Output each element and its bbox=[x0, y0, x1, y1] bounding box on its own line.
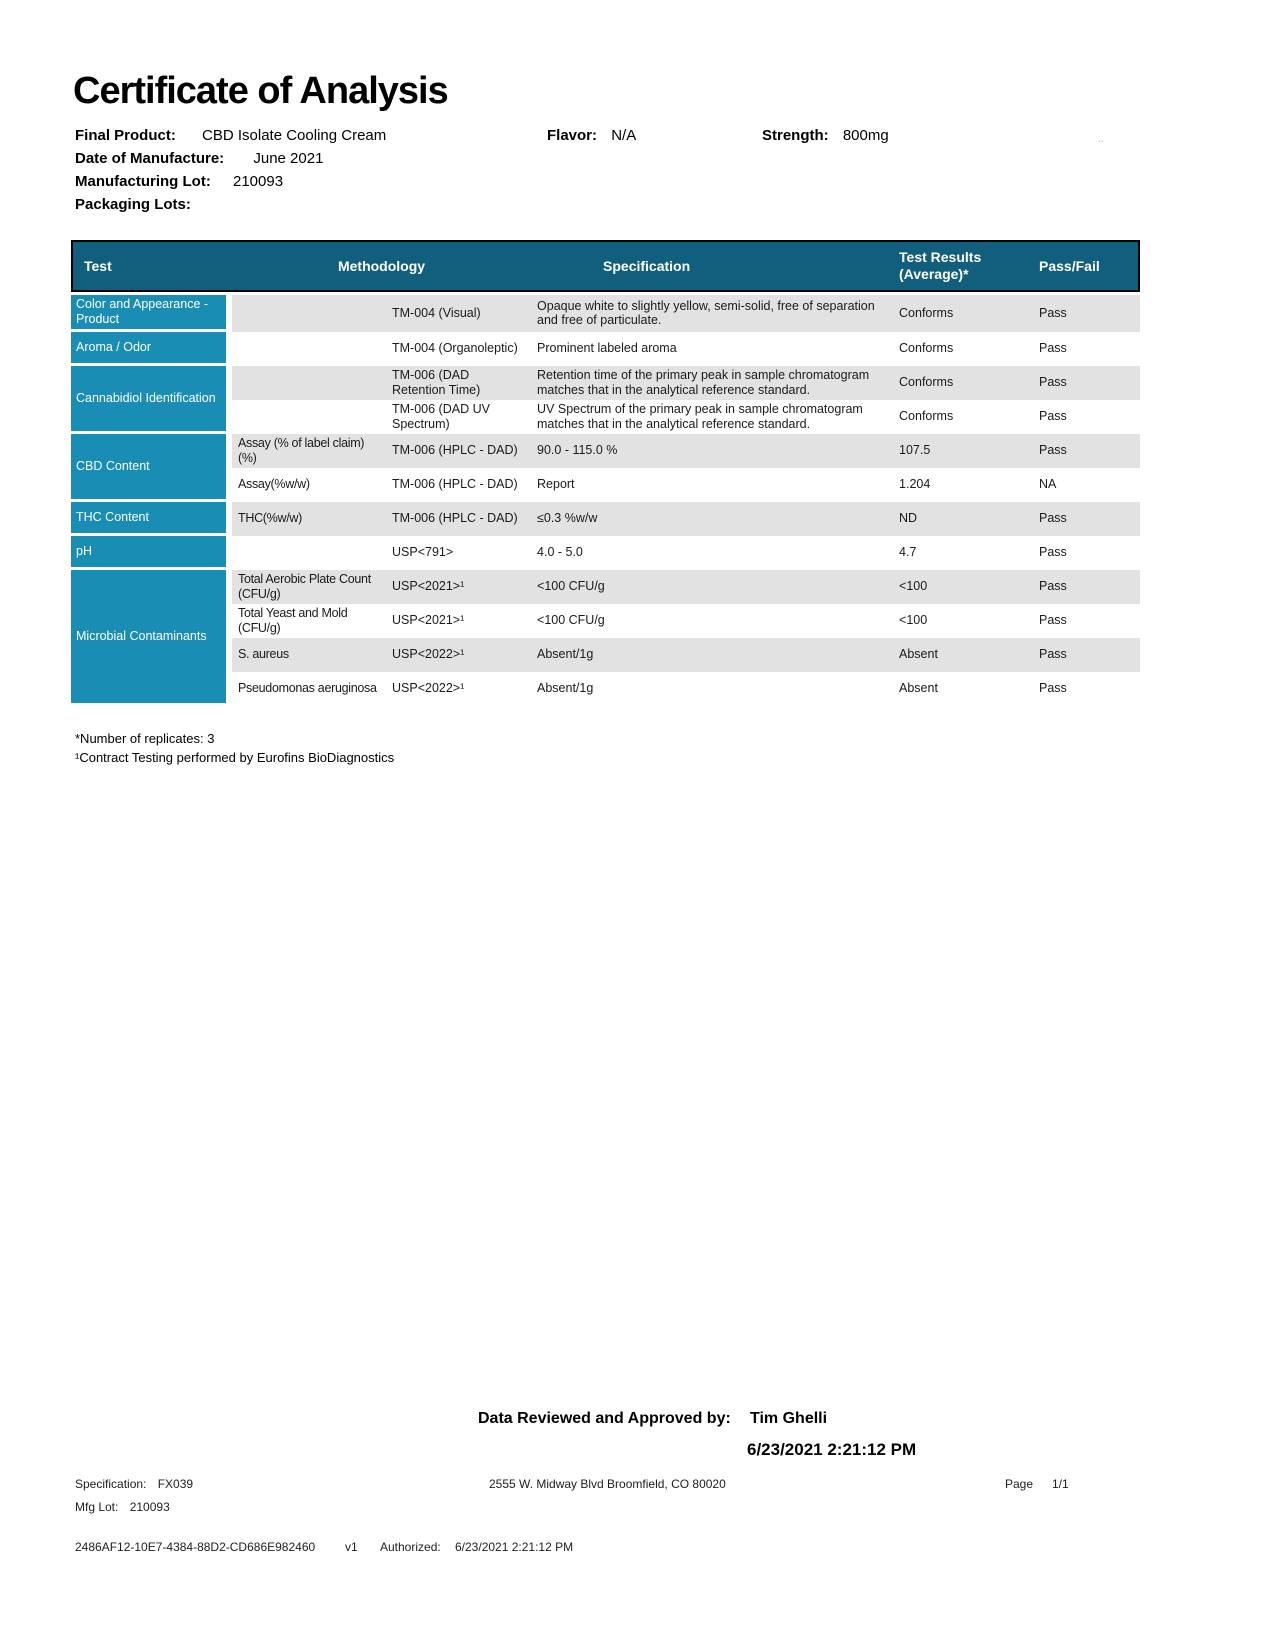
results-table-body bbox=[71, 292, 1140, 706]
specification-cell: UV Spectrum of the primary peak in sample chromatogram matches that in the analytical reference standard. bbox=[531, 400, 891, 434]
specification-cell: Absent/1g bbox=[531, 638, 891, 672]
footnote-contract-testing: ¹Contract Testing performed by Eurofins BioDiagnostics bbox=[75, 750, 395, 765]
methodology-cell: TM-006 (DAD Retention Time) bbox=[386, 366, 531, 400]
methodology-cell: TM-006 (HPLC - DAD) bbox=[386, 468, 531, 502]
test-group-label: Color and Appearance - Product bbox=[71, 292, 232, 332]
subtest-cell: Assay (% of label claim)(%) bbox=[232, 434, 386, 468]
date-of-manufacture-label: Date of Manufacture: bbox=[75, 150, 225, 167]
table-row bbox=[71, 468, 1140, 502]
specification-cell: 90.0 - 115.0 % bbox=[531, 434, 891, 468]
results-table-header bbox=[71, 240, 1140, 292]
passfail-cell: Pass bbox=[1031, 536, 1140, 570]
result-cell: <100 bbox=[891, 604, 1031, 638]
packaging-lots-line bbox=[75, 196, 201, 213]
specification-cell: Absent/1g bbox=[531, 672, 891, 706]
result-cell: 4.7 bbox=[891, 536, 1031, 570]
footer-version: v1 bbox=[345, 1540, 358, 1554]
approver-name: Tim Ghelli bbox=[750, 1410, 828, 1427]
result-cell: ND bbox=[891, 502, 1031, 536]
packaging-lots-label: Packaging Lots: bbox=[75, 196, 191, 213]
specification-cell: Opaque white to slightly yellow, semi-solid, free of separation and free of particulate. bbox=[531, 292, 891, 332]
result-cell: Conforms bbox=[891, 292, 1031, 332]
flavor-value: N/A bbox=[611, 127, 637, 144]
methodology-cell: TM-004 (Organoleptic) bbox=[386, 332, 531, 366]
specification-cell: Retention time of the primary peak in sample chromatogram matches that in the analytical reference standard. bbox=[531, 366, 891, 400]
methodology-cell: USP<2022>¹ bbox=[386, 638, 531, 672]
subtest-cell: S. aureus bbox=[232, 638, 386, 672]
table-row bbox=[71, 570, 1140, 604]
footer-page-number: 1/1 bbox=[1052, 1477, 1069, 1491]
subtest-cell: THC(%w/w) bbox=[232, 502, 386, 536]
passfail-cell: Pass bbox=[1031, 332, 1140, 366]
table-row bbox=[71, 672, 1140, 706]
passfail-cell: Pass bbox=[1031, 604, 1140, 638]
subtest-cell: Assay(%w/w) bbox=[232, 468, 386, 502]
date-of-manufacture-value: June 2021 bbox=[253, 150, 324, 167]
test-group-label: Aroma / Odor bbox=[71, 332, 232, 366]
passfail-cell: Pass bbox=[1031, 292, 1140, 332]
specification-cell: Report bbox=[531, 468, 891, 502]
specification-cell: <100 CFU/g bbox=[531, 604, 891, 638]
passfail-cell: Pass bbox=[1031, 570, 1140, 604]
manufacturing-lot-value: 210093 bbox=[233, 173, 284, 190]
footer-address: 2555 W. Midway Blvd Broomfield, CO 80020 bbox=[489, 1477, 726, 1491]
final-product-value: CBD Isolate Cooling Cream bbox=[202, 127, 387, 144]
methodology-cell: USP<791> bbox=[386, 536, 531, 570]
subtest-cell bbox=[232, 366, 386, 400]
footer-authorized-label: Authorized: bbox=[380, 1540, 441, 1554]
passfail-cell: NA bbox=[1031, 468, 1140, 502]
subtest-cell bbox=[232, 332, 386, 366]
flavor-line bbox=[547, 127, 636, 144]
result-cell: Absent bbox=[891, 638, 1031, 672]
manufacturing-lot-label: Manufacturing Lot: bbox=[75, 173, 211, 190]
result-cell: Absent bbox=[891, 672, 1031, 706]
test-group-label: THC Content bbox=[71, 502, 232, 536]
methodology-cell: USP<2021>¹ bbox=[386, 604, 531, 638]
test-group-label: Cannabidiol Identification bbox=[71, 366, 232, 434]
methodology-cell: TM-006 (DAD UV Spectrum) bbox=[386, 400, 531, 434]
passfail-cell: Pass bbox=[1031, 400, 1140, 434]
table-row bbox=[71, 400, 1140, 434]
col-header-test: Test bbox=[71, 240, 232, 292]
test-group-label: pH bbox=[71, 536, 232, 570]
methodology-cell: TM-006 (HPLC - DAD) bbox=[386, 502, 531, 536]
result-cell: Conforms bbox=[891, 400, 1031, 434]
footer-specification bbox=[75, 1477, 193, 1491]
final-product-label: Final Product: bbox=[75, 127, 176, 144]
footer-doc-id: 2486AF12-10E7-4384-88D2-CD686E982460 bbox=[75, 1540, 316, 1554]
table-row bbox=[71, 434, 1140, 468]
footer-mfg-lot-value: 210093 bbox=[129, 1500, 170, 1514]
result-cell: <100 bbox=[891, 570, 1031, 604]
results-table bbox=[71, 240, 1140, 706]
subtest-cell: Total Yeast and Mold (CFU/g) bbox=[232, 604, 386, 638]
methodology-cell: USP<2022>¹ bbox=[386, 672, 531, 706]
footnote-replicates: *Number of replicates: 3 bbox=[75, 731, 215, 746]
methodology-cell: TM-006 (HPLC - DAD) bbox=[386, 434, 531, 468]
methodology-cell: TM-004 (Visual) bbox=[386, 292, 531, 332]
passfail-cell: Pass bbox=[1031, 638, 1140, 672]
footer-page-label: Page bbox=[1005, 1477, 1034, 1491]
passfail-cell: Pass bbox=[1031, 502, 1140, 536]
methodology-cell: USP<2021>¹ bbox=[386, 570, 531, 604]
specification-cell: Prominent labeled aroma bbox=[531, 332, 891, 366]
subtest-cell bbox=[232, 292, 386, 332]
table-row bbox=[71, 366, 1140, 400]
test-group-label: CBD Content bbox=[71, 434, 232, 502]
date-of-manufacture-line bbox=[75, 150, 323, 167]
strength-line bbox=[762, 127, 889, 144]
manufacturing-lot-line bbox=[75, 173, 283, 190]
subtest-cell bbox=[232, 536, 386, 570]
col-header-pass-fail: Pass/Fail bbox=[1031, 240, 1140, 292]
specification-cell: ≤0.3 %w/w bbox=[531, 502, 891, 536]
strength-label: Strength: bbox=[762, 127, 829, 144]
subtest-cell: Total Aerobic Plate Count (CFU/g) bbox=[232, 570, 386, 604]
result-cell: 107.5 bbox=[891, 434, 1031, 468]
passfail-cell: Pass bbox=[1031, 672, 1140, 706]
passfail-cell: Pass bbox=[1031, 434, 1140, 468]
table-row bbox=[71, 536, 1140, 570]
table-row bbox=[71, 502, 1140, 536]
approval-datetime: 6/23/2021 2:21:12 PM bbox=[747, 1440, 917, 1459]
table-row bbox=[71, 604, 1140, 638]
footer-authorized-datetime: 6/23/2021 2:21:12 PM bbox=[455, 1540, 574, 1554]
strength-value: 800mg bbox=[842, 127, 889, 144]
col-header-specification: Specification bbox=[531, 240, 891, 292]
passfail-cell: Pass bbox=[1031, 366, 1140, 400]
specification-cell: <100 CFU/g bbox=[531, 570, 891, 604]
footer-specification-label: Specification: bbox=[75, 1477, 147, 1491]
page-title: Certificate of Analysis bbox=[73, 70, 448, 112]
table-row bbox=[71, 638, 1140, 672]
table-row bbox=[71, 332, 1140, 366]
final-product-line bbox=[75, 127, 386, 144]
result-cell: 1.204 bbox=[891, 468, 1031, 502]
subtest-cell bbox=[232, 400, 386, 434]
subtest-cell: Pseudomonas aeruginosa bbox=[232, 672, 386, 706]
table-row bbox=[71, 292, 1140, 332]
col-header-test-results: Test Results (Average)* bbox=[891, 240, 1031, 292]
result-cell: Conforms bbox=[891, 332, 1031, 366]
col-header-methodology: Methodology bbox=[232, 240, 531, 292]
stray-mark: .. bbox=[1098, 134, 1104, 145]
reviewed-approved-label: Data Reviewed and Approved by: bbox=[478, 1410, 731, 1427]
footer-specification-value: FX039 bbox=[157, 1477, 194, 1491]
specification-cell: 4.0 - 5.0 bbox=[531, 536, 891, 570]
test-group-label: Microbial Contaminants bbox=[71, 570, 232, 706]
footer-mfg-lot-label: Mfg Lot: bbox=[75, 1500, 119, 1514]
result-cell: Conforms bbox=[891, 366, 1031, 400]
flavor-label: Flavor: bbox=[547, 127, 598, 144]
footer-mfg-lot bbox=[75, 1500, 170, 1514]
